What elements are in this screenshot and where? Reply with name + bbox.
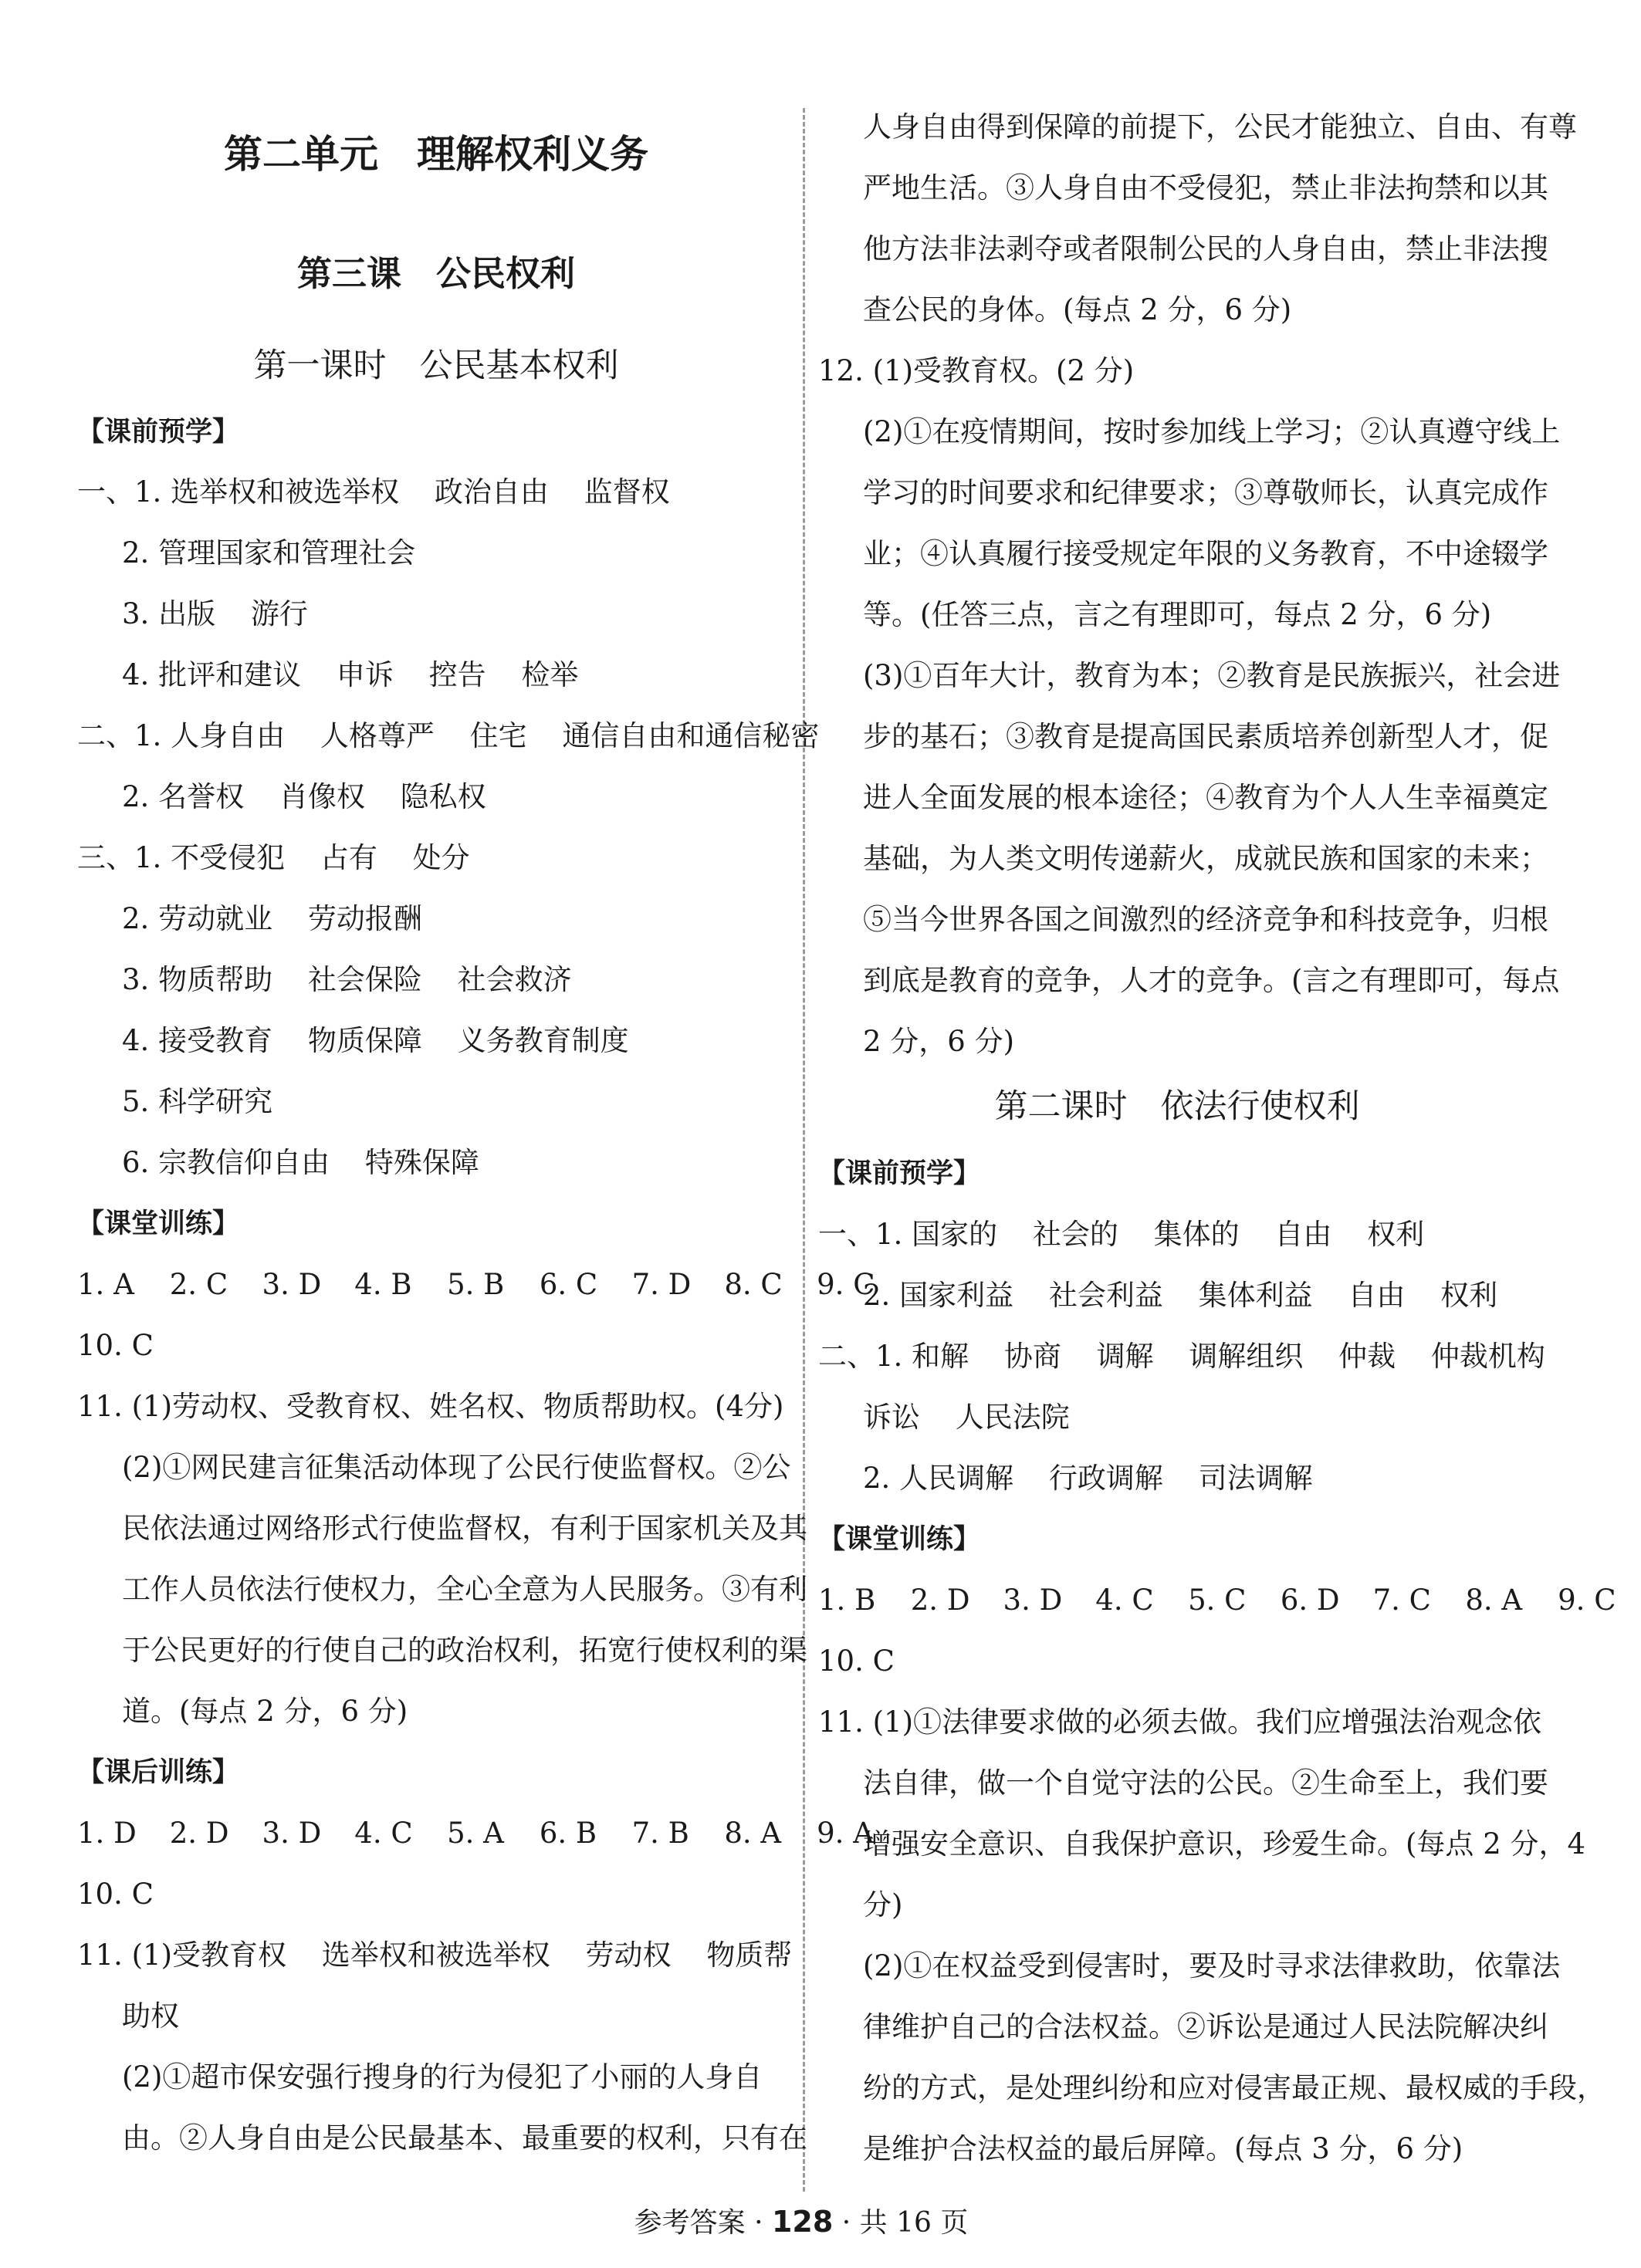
answer-line: 民依法通过网络形式行使监督权，有利于国家机关及其 [122,1512,807,1545]
answer-line: 2. 管理国家和管理社会 [122,536,416,570]
choice-answer: 9. C [1558,1584,1616,1617]
answer-term: 仲裁机构 [1430,1340,1545,1373]
answer-term: 3. 物质帮助 [122,963,273,996]
item-prefix: 一、1. [818,1218,903,1251]
choice-answer: 8. A [724,1817,782,1850]
answer-term: 权利 [1440,1279,1498,1312]
footer-label: 参考答案 [634,2207,746,2239]
answer-line [818,1337,1545,1376]
answer-term: 隐私权 [400,780,486,813]
column-divider [803,108,805,2192]
answer-term: 选举权和被选举权 [321,1938,550,1972]
answer-line: 10. C [77,1878,154,1911]
choice-answer: 1. B [818,1584,876,1617]
choice-answer: 8. C [724,1268,783,1301]
choice-answer: 3. D [262,1817,322,1850]
answer-line: (2)①在权益受到侵害时，要及时寻求法律救助，依靠法 [863,1949,1561,1982]
choice-answer: 8. A [1465,1584,1523,1617]
page-total: 共 16 页 [859,2207,969,2239]
answer-term: 社会的 [1032,1218,1118,1251]
answer-term: 监督权 [584,475,670,509]
page-number: 128 [771,2205,834,2239]
answer-line [77,717,819,755]
answer-term: 选举权和被选举权 [171,475,400,509]
answer-line: 是维护合法权益的最后屏障。(每点 3 分，6 分) [863,2132,1463,2165]
answer-term: 2. 人民调解 [863,1462,1014,1495]
choice-answer: 1. D [77,1817,137,1850]
answer-term: 人民法院 [955,1401,1070,1434]
answer-term: 诉讼 [863,1401,920,1434]
answer-term: 特殊保障 [364,1146,479,1179]
footer-dot: · [841,2207,851,2239]
section-header: 【课前预学】 [818,1158,981,1189]
answer-term: 游行 [250,597,308,630]
answer-term: 自由 [1348,1279,1406,1312]
answer-line: 于公民更好的行使自己的政治权利，拓宽行使权利的渠 [122,1634,807,1667]
answer-term: 物质帮 [706,1938,793,1972]
answer-line: 严地生活。③人身自由不受侵犯，禁止非法拘禁和以其 [863,171,1548,204]
answer-line: 由。②人身自由是公民最基本、最重要的权利，只有在 [122,2121,807,2155]
period-title: 第一课时 公民基本权利 [253,346,619,385]
answer-line [122,1144,479,1182]
answer-term: 不受侵犯 [171,841,286,874]
answer-term: 控告 [428,658,486,691]
answer-term: 集体利益 [1198,1279,1313,1312]
choice-answers-row [77,1814,900,1853]
section-header: 【课后训练】 [77,1757,240,1788]
choice-answers-row [77,1266,900,1304]
answer-term: 2. 劳动就业 [122,902,273,935]
choice-answer: 1. A [77,1268,134,1301]
choice-answer: 4. C [354,1817,413,1850]
section-header: 【课堂训练】 [818,1524,981,1555]
answer-term: 通信自由和通信秘密 [562,719,820,752]
section-header: 【课堂训练】 [77,1208,240,1239]
answer-line [863,1398,1070,1437]
answer-line: 助权 [122,1999,179,2033]
answer-term: 检举 [521,658,579,691]
answer-line: ⑤当今世界各国之间激烈的经济竞争和科技竞争，归根 [863,903,1548,936]
section-header: 【课前预学】 [77,417,240,448]
answer-term: 物质保障 [307,1024,422,1057]
answer-line [122,900,422,938]
answer-term: 权利 [1367,1218,1425,1251]
answer-line: 他方法非法剥夺或者限制公民的人身自由，禁止非法搜 [863,232,1548,265]
answer-line [122,1022,629,1060]
answer-term: 行政调解 [1048,1462,1163,1495]
answer-term: 占有 [320,841,377,874]
answer-line: 12. (1)受教育权。(2 分) [818,354,1135,387]
item-prefix: 二、1. [818,1340,903,1373]
choice-answer: 2. C [169,1268,228,1301]
answer-line: 人身自由得到保障的前提下，公民才能独立、自由、有尊 [863,110,1577,144]
answer-term: 劳动报酬 [307,902,422,935]
answer-line: (3)①百年大计，教育为本；②教育是民族振兴，社会进 [863,659,1561,692]
choice-answer: 2. D [169,1817,229,1850]
answer-line [863,1459,1313,1498]
answer-term: 自由 [1274,1218,1332,1251]
answer-term: 人格尊严 [320,719,435,752]
answer-term: 政治自由 [434,475,549,509]
answer-term: 社会救济 [457,963,572,996]
answer-term: 2. 国家利益 [863,1279,1014,1312]
answer-term: 3. 出版 [122,597,216,630]
answer-line: 到底是教育的竞争，人才的竞争。(言之有理即可，每点 [863,964,1560,997]
answer-term: 申诉 [336,658,394,691]
choice-answer: 6. C [539,1268,598,1301]
answer-line [818,1215,1424,1254]
answer-line: 法自律，做一个自觉守法的公民。②生命至上，我们要 [863,1766,1548,1800]
answer-term: 劳动权 [585,1938,672,1972]
answer-term: 社会保险 [307,963,422,996]
choice-answer: 5. A [447,1817,504,1850]
answer-line [122,961,572,999]
page-footer [0,2201,1602,2240]
choice-answer: 3. D [1003,1584,1063,1617]
answer-line: (2)①超市保安强行搜身的行为侵犯了小丽的人身自 [122,2060,763,2094]
choice-answer: 4. C [1095,1584,1154,1617]
answer-line [77,1936,792,1975]
answer-line: 分) [863,1888,903,1922]
answer-term: 仲裁 [1338,1340,1396,1373]
answer-term: 社会利益 [1048,1279,1163,1312]
lesson-title: 第三课 公民权利 [296,253,575,294]
choice-answer: 5. B [447,1268,505,1301]
answer-line [77,473,670,512]
answer-line: 进人全面发展的根本途径；④教育为个人人生幸福奠定 [863,781,1548,814]
answer-line [122,656,578,695]
choice-answer: 7. D [631,1268,692,1301]
answer-line [122,595,308,634]
answer-line: 增强安全意识、自我保护意识，珍爱生命。(每点 2 分，4 [863,1827,1586,1861]
choice-answer: 6. D [1280,1584,1340,1617]
answer-term: 和解 [912,1340,969,1373]
answer-line: 学习的时间要求和纪律要求；③尊敬师长，认真完成作 [863,476,1548,509]
choice-answer: 6. B [539,1817,597,1850]
answer-line: 业；④认真履行接受规定年限的义务教育，不中途辍学 [863,537,1548,570]
answer-line: 律维护自己的合法权益。②诉讼是通过人民法院解决纠 [863,2010,1548,2043]
item-prefix: 三、1. [77,841,162,874]
answer-line: 5. 科学研究 [122,1085,273,1118]
answer-line: 10. C [77,1329,154,1362]
answer-line: 查公民的身体。(每点 2 分，6 分) [863,293,1292,326]
answer-term: 调解 [1096,1340,1154,1373]
answer-line [77,839,470,877]
answer-line: 11. (1)①法律要求做的必须去做。我们应增强法治观念依 [818,1705,1542,1739]
answer-line: 10. C [818,1644,895,1678]
answer-term: 义务教育制度 [457,1024,629,1057]
choice-answer: 7. B [631,1817,689,1850]
unit-title: 第二单元 理解权利义务 [224,132,648,177]
answer-term: 4. 接受教育 [122,1024,273,1057]
choice-answer: 2. D [910,1584,970,1617]
footer-dot: · [754,2207,763,2239]
answer-line: 步的基石；③教育是提高国民素质培养创新型人才，促 [863,720,1548,753]
answer-term: 国家的 [912,1218,998,1251]
answer-term: 住宅 [469,719,527,752]
item-prefix: 一、1. [77,475,162,509]
answer-term: 协商 [1003,1340,1061,1373]
answer-line [863,1276,1497,1315]
answer-line: 基础，为人类文明传递薪火，成就民族和国家的未来； [863,842,1548,875]
choice-answer: 3. D [262,1268,322,1301]
choice-answer: 4. B [354,1268,412,1301]
answer-line: (2)①网民建言征集活动体现了公民行使监督权。②公 [122,1451,791,1484]
answer-line: 11. (1)劳动权、受教育权、姓名权、物质帮助权。(4分) [77,1390,784,1423]
answer-term: 4. 批评和建议 [122,658,302,691]
choice-answer: 9. C [817,1268,875,1301]
choice-answer: 7. C [1372,1584,1431,1617]
answer-term: 集体的 [1153,1218,1240,1251]
choice-answers-row [818,1581,1641,1620]
answer-term: 调解组织 [1189,1340,1304,1373]
item-prefix: 二、1. [77,719,162,752]
answer-line: 等。(任答三点，言之有理即可，每点 2 分，6 分) [863,598,1492,631]
answer-line: 工作人员依法行使权力，全心全意为人民服务。③有利 [122,1573,807,1606]
answer-term: 6. 宗教信仰自由 [122,1146,330,1179]
answer-line [122,778,486,816]
choice-answer: 5. C [1188,1584,1247,1617]
answer-line: 2 分，6 分) [863,1025,1015,1058]
answer-term: 2. 名誉权 [122,780,245,813]
answer-term: 人身自由 [171,719,286,752]
answer-term: 司法调解 [1198,1462,1313,1495]
period-title: 第二课时 依法行使权利 [994,1087,1360,1126]
answer-line: 道。(每点 2 分，6 分) [122,1695,408,1728]
answer-term: 处分 [412,841,470,874]
answer-line: (2)①在疫情期间，按时参加线上学习；②认真遵守线上 [863,415,1561,448]
choice-answer: 9. A [817,1817,874,1850]
answer-line: 纷的方式，是处理纠纷和应对侵害最正规、最权威的手段， [863,2071,1605,2104]
answer-term: 11. (1)受教育权 [77,1938,287,1972]
answer-term: 肖像权 [279,780,365,813]
